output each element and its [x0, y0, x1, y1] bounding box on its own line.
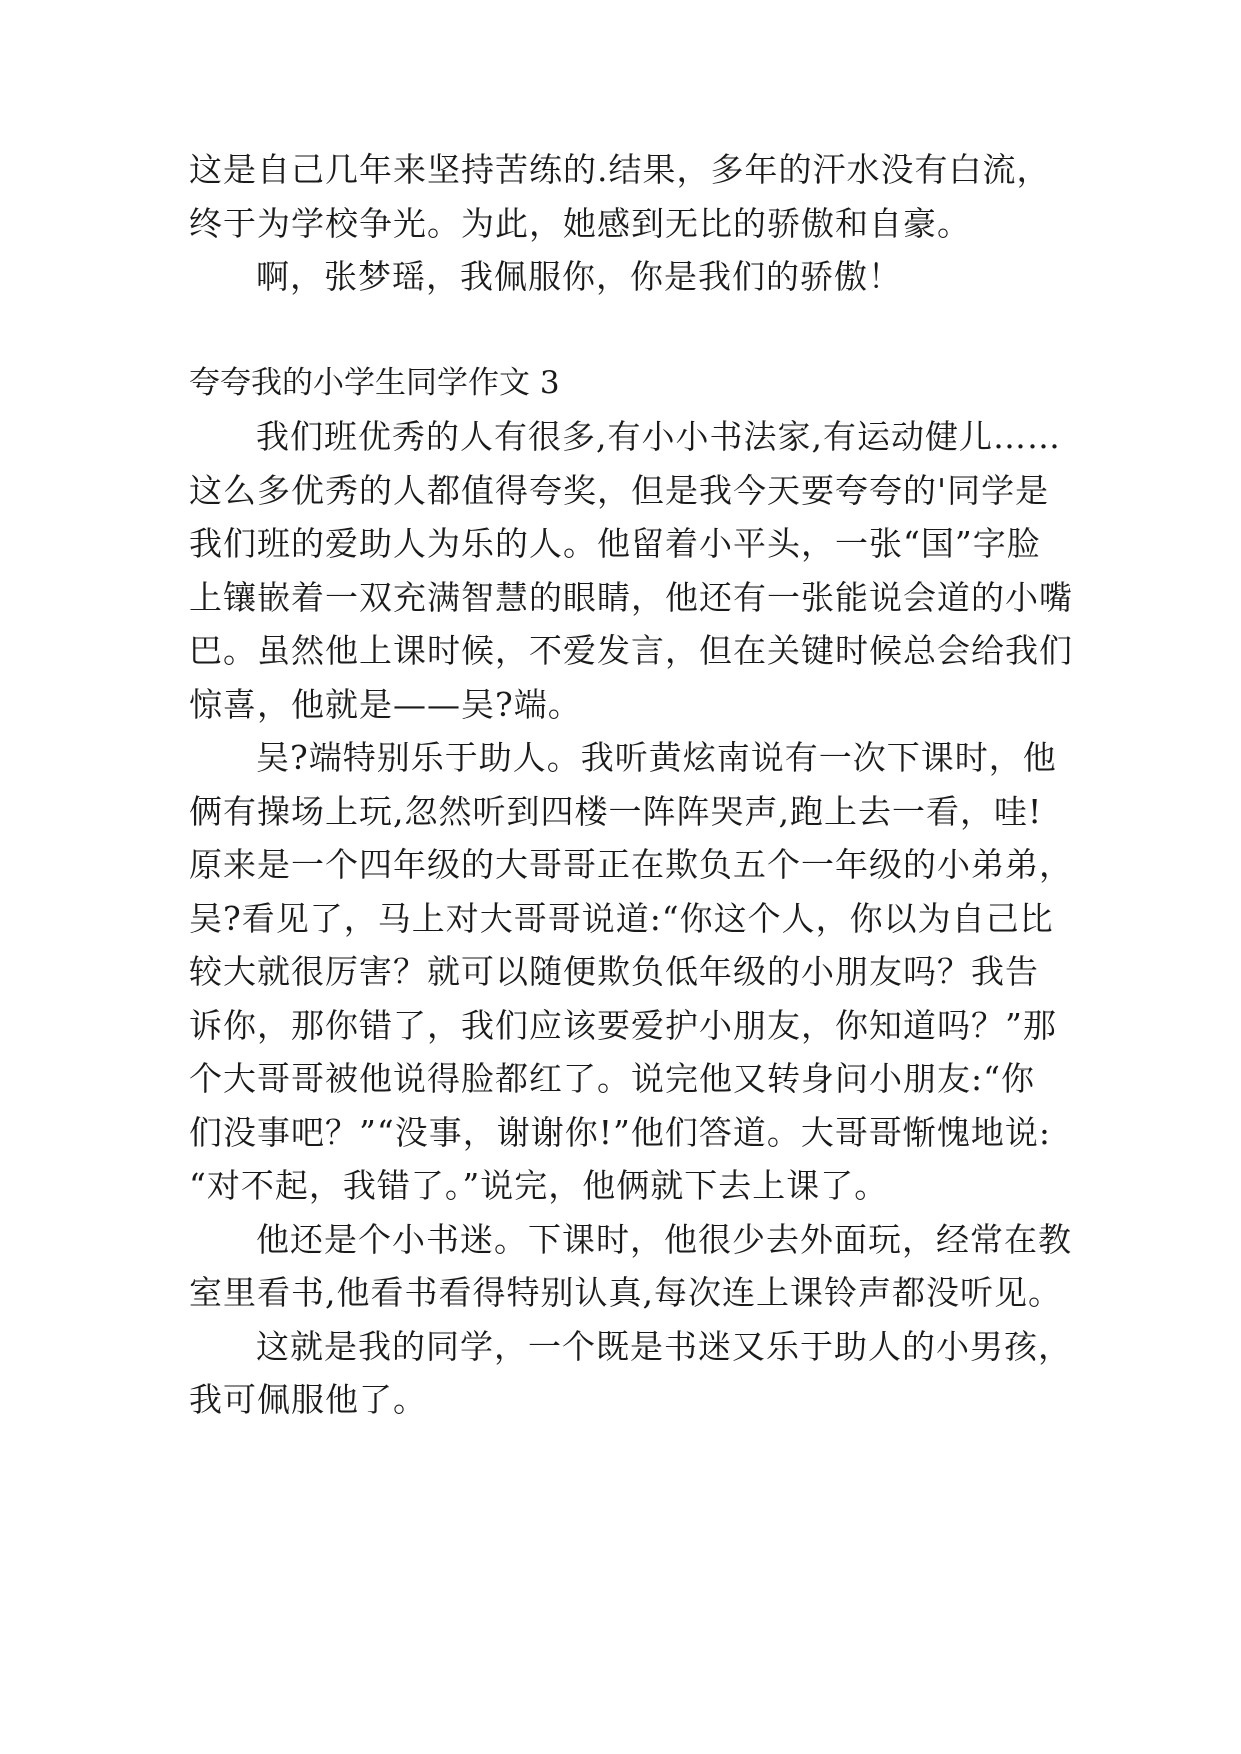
paragraph-first-line: 我们班优秀的人有很多,有小小书法家,有运动健儿…… [256, 417, 1061, 456]
text-line: 室里看书,他看书看得特别认真,每次连上课铃声都没听见。 [189, 1273, 1062, 1312]
text-line: 惊喜，他就是——吴?端。 [189, 685, 582, 724]
paragraph-first-line: 他还是个小书迷。下课时，他很少去外面玩，经常在教 [256, 1220, 1072, 1259]
text-line: 我可佩服他了。 [189, 1380, 427, 1419]
text-line: 们没事吧？”“没事，谢谢你!”他们答道。大哥哥惭愧地说: [189, 1113, 1051, 1152]
text-line: 这是自己几年来坚持苦练的.结果，多年的汗水没有白流， [189, 150, 1051, 189]
text-line: 上镶嵌着一双充满智慧的眼睛，他还有一张能说会道的小嘴 [189, 578, 1073, 617]
text-line: 巴。虽然他上课时候，不爱发言，但在关键时候总会给我们 [189, 631, 1073, 670]
text-line: 俩有操场上玩,忽然听到四楼一阵阵哭声,跑上去一看，哇! [189, 792, 1043, 831]
text-line: 个大哥哥被他说得脸都红了。说完他又转身问小朋友:“你 [189, 1059, 1035, 1098]
text-line: 诉你，那你错了，我们应该要爱护小朋友，你知道吗？”那 [189, 1006, 1057, 1045]
paragraph-first-line: 这就是我的同学，一个既是书迷又乐于助人的小男孩， [256, 1327, 1072, 1366]
text-line: 这么多优秀的人都值得夸奖，但是我今天要夸夸的'同学是 [189, 471, 1050, 510]
paragraph-first-line: 啊，张梦瑶，我佩服你，你是我们的骄傲！ [256, 257, 902, 296]
paragraph-first-line: 吴?端特别乐于助人。我听黄炫南说有一次下课时，他 [256, 738, 1057, 777]
text-line: 终于为学校争光。为此，她感到无比的骄傲和自豪。 [189, 204, 971, 243]
text-line: “对不起，我错了。”说完，他俩就下去上课了。 [189, 1166, 889, 1205]
text-line: 我们班的爱助人为乐的人。他留着小平头，一张“国”字脸 [189, 524, 1041, 563]
text-line: 吴?看见了，马上对大哥哥说道:“你这个人，你以为自己比 [189, 899, 1054, 938]
text-line: 较大就很厉害？就可以随便欺负低年级的小朋友吗？我告 [189, 952, 1039, 991]
text-line: 原来是一个四年级的大哥哥正在欺负五个一年级的小弟弟， [189, 845, 1073, 884]
section-title: 夸夸我的小学生同学作文 3 [189, 365, 560, 401]
